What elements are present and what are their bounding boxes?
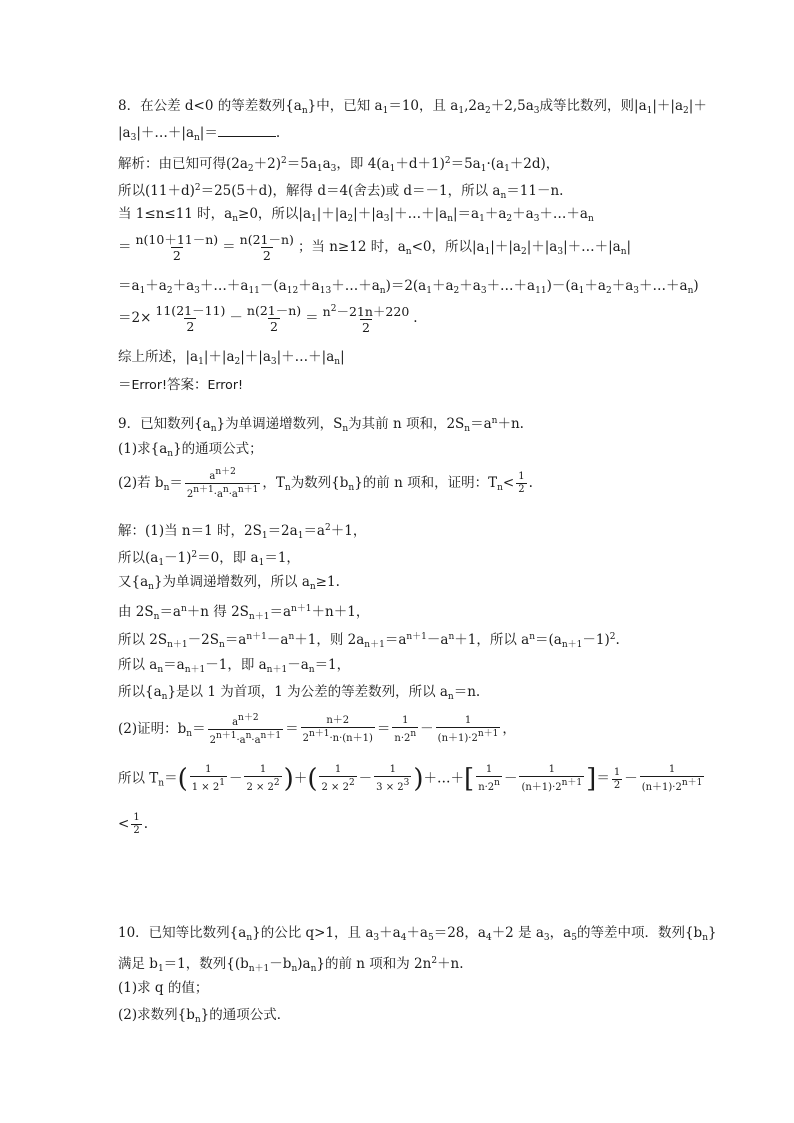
q9-line-12: 所以 $T_n=$( $\frac{1}{1 \times 2^1}$ － $\frac{1}{2 \times 2^2}$ )＋( $\frac{1}{2 \times 2^2}$ － $\frac{1}{3 \times 2^3}$ )＋…＋[ $\frac{1}{n\cdot 2^n}$ － $\frac{1}{(n+1)\cdot 2^{n+1}}$ ]＝ $\frac{1}{2}$ － $\frac{1}{(n+1)\cdot 2^{n+1}}$	[118, 764, 703, 794]
q8-line-10: ＝Error!答案：Error!	[118, 377, 243, 393]
q9-line-3: (2)若 $b_n=$ $\frac{a^{n+2}}{2^{n+1}\cdot a^n\cdot a^{n+1}}$ ，$T_n$为数列$\{b_n\}$的前 n 项和，证明：$T_n<$ $\frac{1}{2}$ .	[118, 467, 533, 500]
q9-line-5: 所以$(a_1-1)^2=0$，即 $a_1=1$，	[118, 550, 300, 568]
q8-line-3: 解析：由已知可得$(2a_2+2)^2=5a_1a_3$，即 $4(a_1+d+1)^2=5a_1\cdot(a_1+2d)$，	[118, 156, 560, 174]
q10-line-1: 10．已知等比数列$\{a_n\}$的公比 q>1，且 $a_3+a_4+a_5=28$，$a_4+2$ 是 $a_3$，$a_5$的等差中项．数列$\{b_n\}$	[118, 925, 717, 943]
q9-line-9: 所以 $a_n=a_{n+1}-1$，即 $a_{n+1}-a_n=1$，	[118, 657, 351, 675]
q8-line-8: ＝2× $\frac{11(21-11)}{2}$ － $\frac{n(21-n)}{2}$ ＝ $\frac{n^2-21n+220}{2}$ .	[118, 303, 418, 335]
q10-line-2: 满足 $b_1=1$，数列$\{(b_{n+1}-b_n)a_n\}$的前 n 项和为 $2n^2+n$.	[118, 956, 464, 974]
q8-line-6: ＝ $\frac{n(10+11-n)}{2}$ ＝ $\frac{n(21-n)}{2}$ ；当 n≥12 时，$a_n<0$，所以$|a_1|+|a_2|+|a_3|+\dots+|a_n|$	[118, 232, 632, 263]
q8-line-4: 所以$(11+d)^2=25(5+d)$，解得 d＝4(舍去)或 d＝－1，所以 $a_n=11-n$.	[118, 183, 564, 201]
q10-line-3: (1)求 q 的值；	[118, 980, 209, 996]
q9-line-13: < $\frac{1}{2}$ .	[118, 812, 148, 836]
q9-line-6: 又$\{a_n\}$为单调递增数列，所以 $a_n\ge 1$.	[118, 574, 340, 592]
q8-line-7: $=a_1+a_2+a_3+\dots+a_{11}-(a_{12}+a_{13}+\dots+a_n)=2(a_1+a_2+a_3+\dots+a_{11})-(a_1+a_2+a_3+\dots+a_n)$	[118, 278, 699, 296]
q8-line-1: 8．在公差 d<0 的等差数列$\{a_n\}$中，已知 $a_1=10$，且 $a_1,2a_2+2,5a_3$成等比数列，则$|a_1|+|a_2|+$	[118, 98, 707, 116]
q9-line-11: (2)证明：$b_n=$ $\frac{a^{n+2}}{2^{n+1}\cdot a^n\cdot a^{n+1}}$ ＝ $\frac{n+2}{2^{n+1}\cdot n\cdot(n+1)}$ ＝ $\frac{1}{n\cdot 2^n}$ － $\frac{1}{(n+1)\cdot 2^{n+1}}$ ，	[118, 713, 516, 746]
q9-line-7: 由 $2S_n=a^n+n$ 得 $2S_{n+1}=a^{n+1}+n+1$，	[118, 604, 370, 622]
q9-line-8: 所以 $2S_{n+1}-2S_n=a^{n+1}-a^n+1$，则 $2a_{n+1}=a^{n+1}-a^n+1$，所以 $a^n=(a_{n+1}-1)^2$.	[118, 632, 620, 650]
q9-line-1: 9．已知数列$\{a_n\}$为单调递增数列，$S_n$为其前 n 项和，$2S_n=a^n+n$.	[118, 416, 524, 434]
q10-line-4: (2)求数列$\{b_n\}$的通项公式．	[118, 1007, 291, 1025]
q9-line-10: 所以$\{a_n\}$是以 1 为首项，1 为公差的等差数列，所以 $a_n=n$.	[118, 684, 481, 702]
q8-line-5: 当 1≤n≤11 时，$a_n\ge 0$，所以$|a_1|+|a_2|+|a_3|+\dots+|a_n|=a_1+a_2+a_3+\dots+a_n$	[118, 206, 594, 224]
q9-line-4: 解：(1)当 n＝1 时，$2S_1=2a_1=a^2+1$，	[118, 523, 367, 541]
q8-line-2: $|a_3|+\dots+|a_n|=$ .	[118, 125, 281, 143]
q9-line-2: (1)求$\{a_n\}$的通项公式；	[118, 441, 263, 459]
q8-line-9: 综上所述，$|a_1|+|a_2|+|a_3|+\dots+|a_n|$	[118, 349, 345, 367]
